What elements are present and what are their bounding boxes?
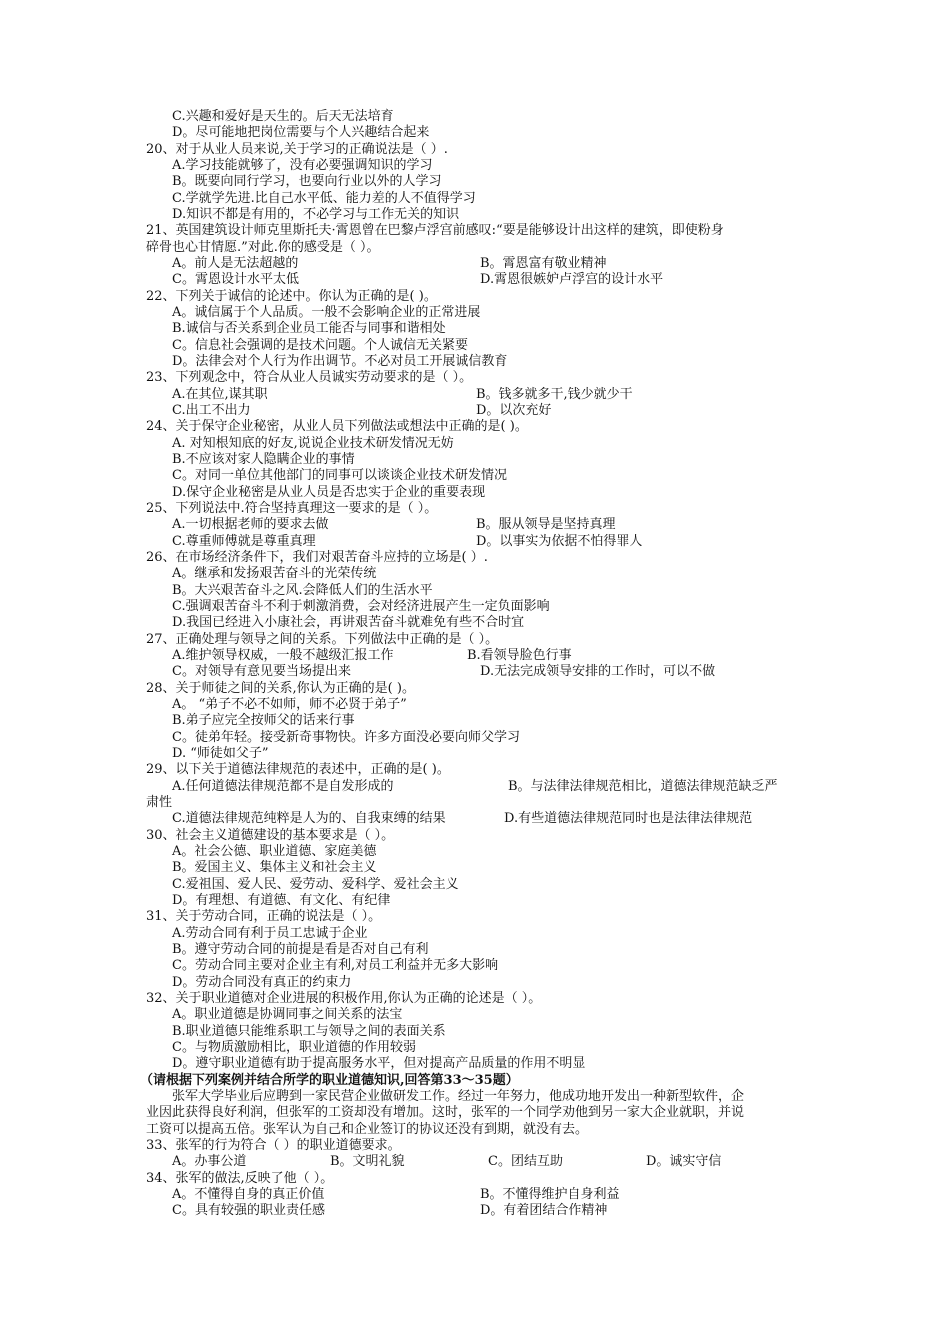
text-line: B。服从领导是坚持真理 [476,517,616,532]
text-line: A.劳动合同有利于员工忠诚于企业 [172,926,368,941]
text-line: 工资可以提高五倍。张军认为自己和企业签订的协议还没有到期，就没有去。 [146,1122,589,1137]
text-line: 业因此获得良好利润，但张军的工资却没有增加。这时，张军的一个同学劝他到另一家大企业就职，并说 [146,1105,745,1120]
text-line: A.学习技能就够了，没有必要强调知识的学习 [172,158,433,173]
text-line: C.道德法律规范纯粹是人为的、自我束缚的结果 [172,811,446,826]
text-line: A. 对知根知底的好友,说说企业技术研发情况无妨 [172,436,454,451]
text-line: A。 “弟子不必不如师，师不必贤于弟子” [172,697,407,712]
text-line: 张军大学毕业后应聘到一家民营企业做研发工作。经过一年努力，他成功地开发出一种新型软件，企 [172,1089,745,1104]
text-line: 24、关于保守企业秘密，从业人员下列做法或想法中正确的是( )。 [146,419,528,434]
text-line: 碎骨也心甘情愿.”对此.你的感受是（ ）。 [146,240,380,255]
text-line: 26、在市场经济条件下，我们对艰苦奋斗应持的立场是( ）. [146,550,488,565]
text-line: C。团结互助 [488,1154,563,1169]
text-line: B。钱多就多干,钱少就少干 [476,387,633,402]
text-line: C.出工不出力 [172,403,251,418]
text-line: B。既要向同行学习，也要向行业以外的人学习 [172,174,442,189]
text-line: B。不懂得维护自身利益 [480,1187,620,1202]
text-line: C。劳动合同主要对企业主有利,对员工利益并无多大影响 [172,958,499,973]
text-line: D.保守企业秘密是从业人员是否忠实于企业的重要表现 [172,485,486,500]
text-line: D.有些道德法律规范同时也是法律法律规范 [504,811,753,826]
text-line: D. “师徒如父子” [172,746,269,761]
case-header-line: （请根据下列案例并结合所学的职业道德知识,回答第33～35题） [140,1073,519,1088]
text-line: C。具有较强的职业责任感 [172,1203,325,1218]
text-line: D.我国已经进入小康社会，再讲艰苦奋斗就难免有些不合时宜 [172,615,525,630]
text-line: 21、英国建筑设计师克里斯托夫·霄恩曾在巴黎卢浮宫前感叹:“要是能够设计出这样的建筑，即使粉身 [146,223,724,238]
text-line: C。对领导有意见要当场提出来 [172,664,351,679]
text-line: C.兴趣和爱好是天生的。后天无法培育 [172,109,394,124]
text-line: C。霄恩设计水平太低 [172,272,299,287]
text-line: D。法律会对个人行为作出调节。不必对员工开展诚信教育 [172,354,508,369]
text-line: A。不懂得自身的真正价值 [172,1187,325,1202]
text-line: D。遵守职业道德有助于提高服务水平，但对提高产品质量的作用不明显 [172,1056,586,1071]
text-line: 32、关于职业道德对企业进展的积极作用,你认为正确的论述是（ ）。 [146,991,542,1006]
text-line: D.无法完成领导安排的工作时，可以不做 [480,664,716,679]
text-line: C.学就学先进.比自己水平低、能力差的人不值得学习 [172,191,476,206]
text-line: C。与物质激励相比，职业道德的作用较弱 [172,1040,416,1055]
text-line: D。有着团结合作精神 [480,1203,608,1218]
text-line: 27、正确处理与领导之间的关系。下列做法中正确的是（ ）。 [146,632,499,647]
text-line: 20、对于从业人员来说,关于学习的正确说法是（ ）. [146,142,448,157]
text-line: A.在其位,谋其职 [172,387,268,402]
text-line: B.看领导脸色行事 [467,648,572,663]
text-line: B.职业道德只能维系职工与领导之间的表面关系 [172,1024,446,1039]
text-line: A.维护领导权威，一般不越级汇报工作 [172,648,394,663]
text-line: A。职业道德是协调同事之间关系的法宝 [172,1007,403,1022]
text-line: 30、社会主义道德建设的基本要求是（ ）。 [146,828,395,843]
text-line: 31、关于劳动合同，正确的说法是（ ）。 [146,909,382,924]
text-line: B。爱国主义、集体主义和社会主义 [172,860,377,875]
text-line: A。诚信属于个人品质。一般不会影响企业的正常进展 [172,305,481,320]
text-line: B.弟子应完全按师父的话来行事 [172,713,355,728]
text-line: 34、张军的做法,反映了他（ ）。 [146,1171,334,1186]
text-line: 肃性 [146,795,173,810]
text-line: A.一切根据老师的要求去做 [172,517,329,532]
text-line: B。大兴艰苦奋斗之风.会降低人们的生活水平 [172,583,433,598]
text-line: D。尽可能地把岗位需要与个人兴趣结合起来 [172,125,430,140]
text-line: A。前人是无法超越的 [172,256,299,271]
text-line: D。劳动合同没有真正的约束力 [172,975,352,990]
text-line: D.知识不都是有用的，不必学习与工作无关的知识 [172,207,460,222]
text-line: B。霄恩富有敬业精神 [480,256,607,271]
text-line: A。继承和发扬艰苦奋斗的光荣传统 [172,566,377,581]
text-line: D。有理想、有道德、有文化、有纪律 [172,893,391,908]
text-line: B。与法律法律规范相比，道德法律规范缺乏严 [508,779,778,794]
text-line: C。徒弟年轻。接受新奇事物快。许多方面没必要向师父学习 [172,730,520,745]
text-line: D。诚实守信 [646,1154,722,1169]
text-line: A。社会公德、职业道德、家庭美德 [172,844,377,859]
text-line: C.尊重师傅就是尊重真理 [172,534,316,549]
text-line: A。办事公道 [172,1154,247,1169]
text-line: C。对同一单位其他部门的同事可以谈谈企业技术研发情况 [172,468,507,483]
text-line: B.不应该对家人隐瞒企业的事情 [172,452,355,467]
text-line: C.强调艰苦奋斗不利于刺激消费，会对经济进展产生一定负面影响 [172,599,550,614]
text-line: A.任何道德法律规范都不是自发形成的 [172,779,394,794]
text-line: C。信息社会强调的是技术问题。个人诚信无关紧要 [172,338,468,353]
text-line: 23、下列观念中，符合从业人员诚实劳动要求的是（ ）。 [146,370,473,385]
text-line: B.诚信与否关系到企业员工能否与同事和谐相处 [172,321,446,336]
text-line: 29、以下关于道德法律规范的表述中，正确的是( )。 [146,762,450,777]
text-line: B。遵守劳动合同的前提是看是否对自己有利 [172,942,429,957]
text-line: C.爱祖国、爱人民、爱劳动、爱科学、爱社会主义 [172,877,459,892]
text-line: D。以次充好 [476,403,552,418]
text-line: 28、关于师徒之间的关系,你认为正确的是( )。 [146,681,415,696]
text-line: D.霄恩很嫉妒卢浮宫的设计水平 [480,272,664,287]
text-line: D。以事实为依据不怕得罪人 [476,534,643,549]
text-line: 25、下列说法中.符合坚持真理这一要求的是（ ）。 [146,501,438,516]
text-line: 22、下列关于诚信的论述中。你认为正确的是( )。 [146,289,437,304]
text-line: B。文明礼貌 [330,1154,405,1169]
text-line: 33、张军的行为符合（ ）的职业道德要求。 [146,1138,401,1153]
